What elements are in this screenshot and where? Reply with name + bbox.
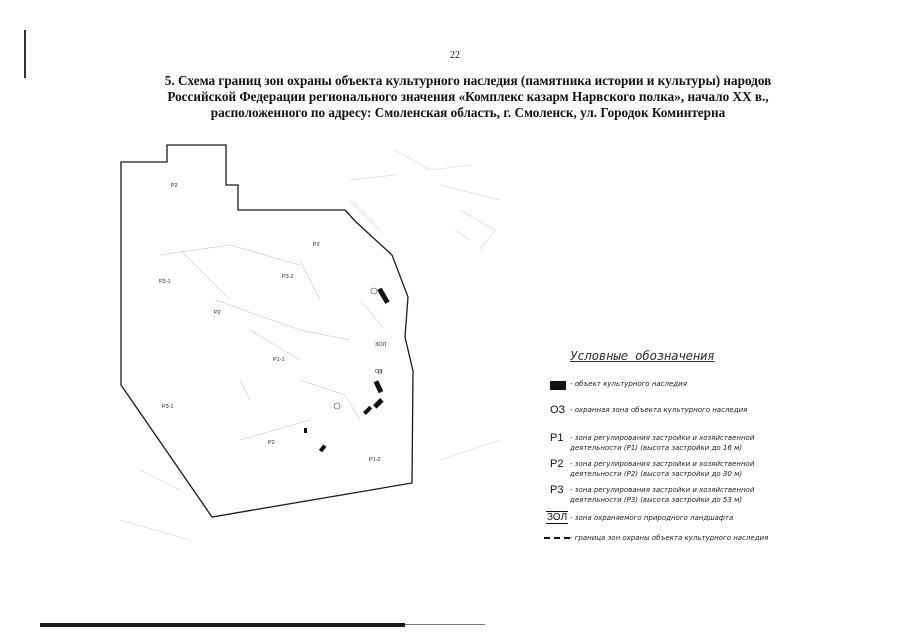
- zone-label-oz: ОЗ: [375, 369, 383, 375]
- legend-item-code: Р2: [550, 458, 564, 470]
- legend-item-code: Р1: [550, 432, 564, 444]
- title-line-3: расположенного по адресу: Смоленская область, г. Смоленск, ул. Городок Коминтерна: [210, 105, 726, 120]
- zone-label-p2: Р2: [171, 183, 178, 189]
- map-markers: [334, 288, 382, 409]
- legend-item-text: - зона охраняемого природного ландшафта: [570, 514, 734, 522]
- bottom-rule-thin: [405, 624, 485, 625]
- heritage-object: [304, 428, 307, 433]
- zone-label-p2: Р2: [268, 440, 275, 446]
- zone-label-p1-1: Р1-1: [273, 357, 285, 363]
- background-streets: [120, 150, 500, 540]
- heritage-object: [319, 444, 327, 452]
- heritage-object: [374, 380, 384, 393]
- page-number: 22: [450, 50, 460, 61]
- legend-item-text: - зона регулирования застройки и хозяйственной деятельности (Р1) (высота застройки до 16 м): [570, 434, 755, 452]
- zone-label-p3-1: Р3-1: [159, 279, 171, 285]
- zone-label-zol: ЗОЛ: [375, 342, 387, 348]
- heritage-object: [363, 406, 372, 415]
- heritage-object: [377, 288, 389, 304]
- legend-item-text: - зона регулирования застройки и хозяйственной деятельности (Р2) (высота застройки до 30 м): [570, 460, 755, 478]
- title-line-2: Российской Федерации регионального значения «Комплекс казарм Нарвского полка», начало ХХ в.,: [167, 89, 769, 104]
- zone-label-p3-1: Р3-1: [162, 404, 174, 410]
- legend-item-code: ОЗ: [550, 404, 566, 416]
- zone-label-p2: Р2: [214, 310, 221, 316]
- legend-item-text: - охранная зона объекта культурного наследия: [570, 406, 748, 414]
- legend-item-code: Р3: [550, 484, 564, 496]
- legend-item-text: - граница зон охраны объекта культурного наследия: [570, 534, 769, 542]
- interior-lines: [160, 200, 385, 440]
- bottom-rule: [40, 623, 405, 627]
- zone-label-p3-2: Р3-2: [282, 274, 294, 280]
- legend-title: Условные обозначения: [570, 348, 715, 363]
- legend-item-code: ЗОЛ: [547, 512, 568, 523]
- legend-item-text: - объект культурного наследия: [570, 380, 687, 388]
- title-line-1: 5. Схема границ зон охраны объекта культурного наследия (памятника истории и культуры) народов: [164, 73, 772, 88]
- boundary-line-swatch: [544, 537, 570, 539]
- zone-label-p1-2: Р1-2: [369, 457, 381, 463]
- zone-label-p2: Р2: [313, 242, 320, 248]
- legend-item-text: - зона регулирования застройки и хозяйственной деятельности (Р3) (высота застройки до 53 м): [570, 486, 755, 504]
- heritage-object-swatch: [550, 381, 566, 390]
- heritage-object: [373, 398, 384, 409]
